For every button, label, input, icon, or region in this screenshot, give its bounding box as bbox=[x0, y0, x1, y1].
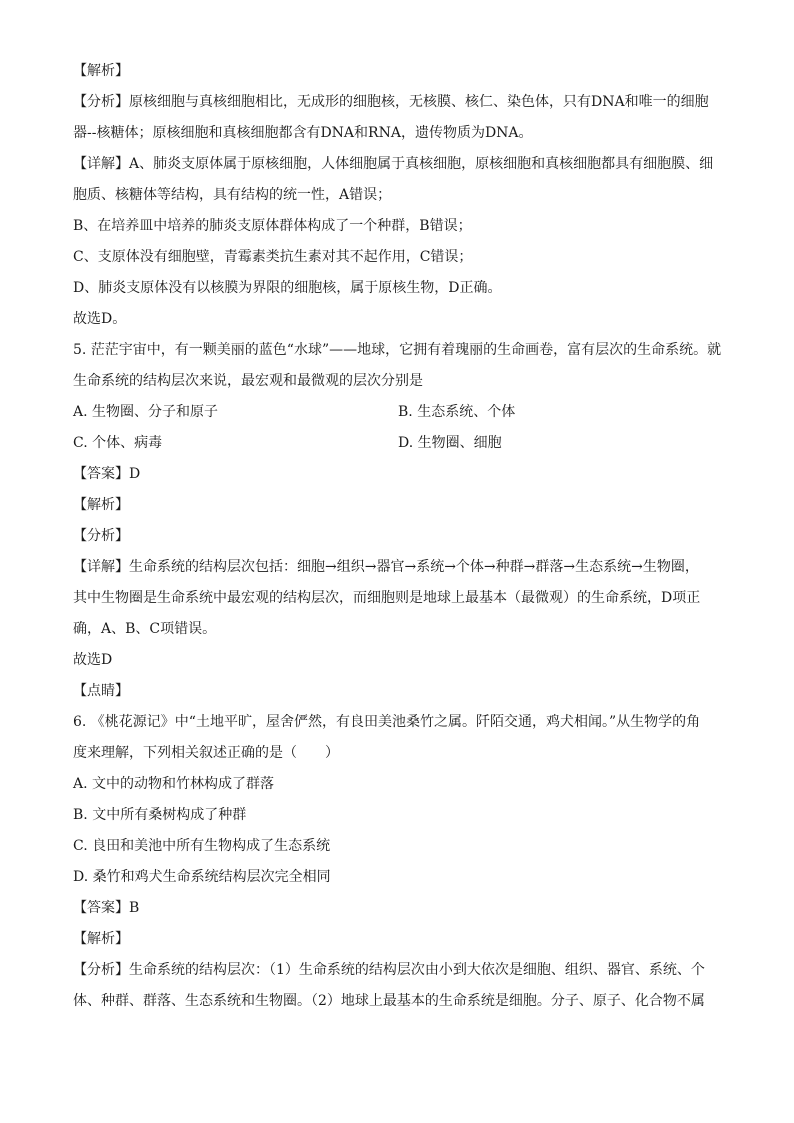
q5-stem-line-2: 生命系统的结构层次来说，最宏观和最微观的层次分别是 bbox=[73, 373, 423, 389]
q6-option-a: A. 文中的动物和竹林构成了群落 bbox=[73, 776, 275, 792]
q4-xiangjie-line-1: 【详解】A、肺炎支原体属于原核细胞，人体细胞属于真核细胞，原核细胞和真核细胞都具有细胞膜、细 bbox=[73, 156, 714, 172]
q6-fenxi-line-2: 体、种群、群落、生态系统和生物圈。（2）地球上最基本的生命系统是细胞。分子、原子、化合物不属 bbox=[73, 993, 705, 1009]
document-page bbox=[73, 62, 723, 1023]
q5-option-d: D. 生物圈、细胞 bbox=[398, 435, 502, 451]
q5-xiangjie-line-3: 确，A、B、C项错误。 bbox=[73, 621, 217, 637]
q6-fenxi-line-1: 【分析】生命系统的结构层次：（1）生命系统的结构层次由小到大依次是细胞、组织、器官、系统、个 bbox=[73, 962, 705, 978]
q6-stem-line-1: 6. 《桃花源记》中“土地平旷，屋舍俨然，有良田美池桑竹之属。阡陌交通，鸡犬相闻。”从生物学的角 bbox=[73, 714, 701, 730]
q5-analysis-heading: 【解析】 bbox=[73, 497, 129, 513]
q5-stem-line-1: 5. 茫茫宇宙中，有一颗美丽的蓝色“水球”——地球，它拥有着瑰丽的生命画卷，富有层次的生命系统。就 bbox=[73, 342, 722, 358]
q4-option-b-explanation: B、在培养皿中培养的肺炎支原体群体构成了一个种群，B错误； bbox=[73, 218, 472, 234]
q4-conclusion: 故选D。 bbox=[73, 311, 127, 327]
q5-option-a: A. 生物圈、分子和原子 bbox=[73, 404, 219, 420]
q5-dianjing: 【点睛】 bbox=[73, 683, 129, 699]
q4-option-c-explanation: C、支原体没有细胞壁，青霉素类抗生素对其不起作用，C错误； bbox=[73, 249, 473, 265]
q5-options-row-2 bbox=[73, 434, 723, 465]
q4-fenxi-line-2: 器--核糖体；原核细胞和真核细胞都含有DNA和RNA，遗传物质为DNA。 bbox=[73, 125, 533, 141]
q6-stem-line-2: 度来理解，下列相关叙述正确的是（ ） bbox=[73, 745, 339, 761]
q4-option-d-explanation: D、肺炎支原体没有以核膜为界限的细胞核，属于原核生物，D正确。 bbox=[73, 280, 502, 296]
q6-option-c: C. 良田和美池中所有生物构成了生态系统 bbox=[73, 838, 331, 854]
q5-xiangjie-line-1: 【详解】生命系统的结构层次包括：细胞→组织→器官→系统→个体→种群→群落→生态系统→生物圈， bbox=[73, 559, 699, 575]
q5-conclusion: 故选D bbox=[73, 652, 113, 668]
q5-fenxi: 【分析】 bbox=[73, 528, 129, 544]
q5-options-row-1 bbox=[73, 403, 723, 434]
q4-analysis-heading: 【解析】 bbox=[73, 63, 129, 79]
q4-xiangjie-line-2: 胞质、核糖体等结构，具有结构的统一性，A错误； bbox=[73, 187, 392, 203]
q4-fenxi-line-1: 【分析】原核细胞与真核细胞相比，无成形的细胞核，无核膜、核仁、染色体，只有DNA和唯一的细胞 bbox=[73, 94, 709, 110]
q6-answer: 【答案】B bbox=[73, 900, 140, 916]
q6-analysis-heading: 【解析】 bbox=[73, 931, 129, 947]
q5-option-c: C. 个体、病毒 bbox=[73, 435, 163, 451]
q6-option-b: B. 文中所有桑树构成了种群 bbox=[73, 807, 247, 823]
q5-xiangjie-line-2: 其中生物圈是生命系统中最宏观的结构层次，而细胞则是地球上最基本（最微观）的生命系统，D项正 bbox=[73, 590, 701, 606]
q5-answer: 【答案】D bbox=[73, 466, 141, 482]
q6-option-d: D. 桑竹和鸡犬生命系统结构层次完全相同 bbox=[73, 869, 331, 885]
q5-option-b: B. 生态系统、个体 bbox=[398, 404, 516, 420]
